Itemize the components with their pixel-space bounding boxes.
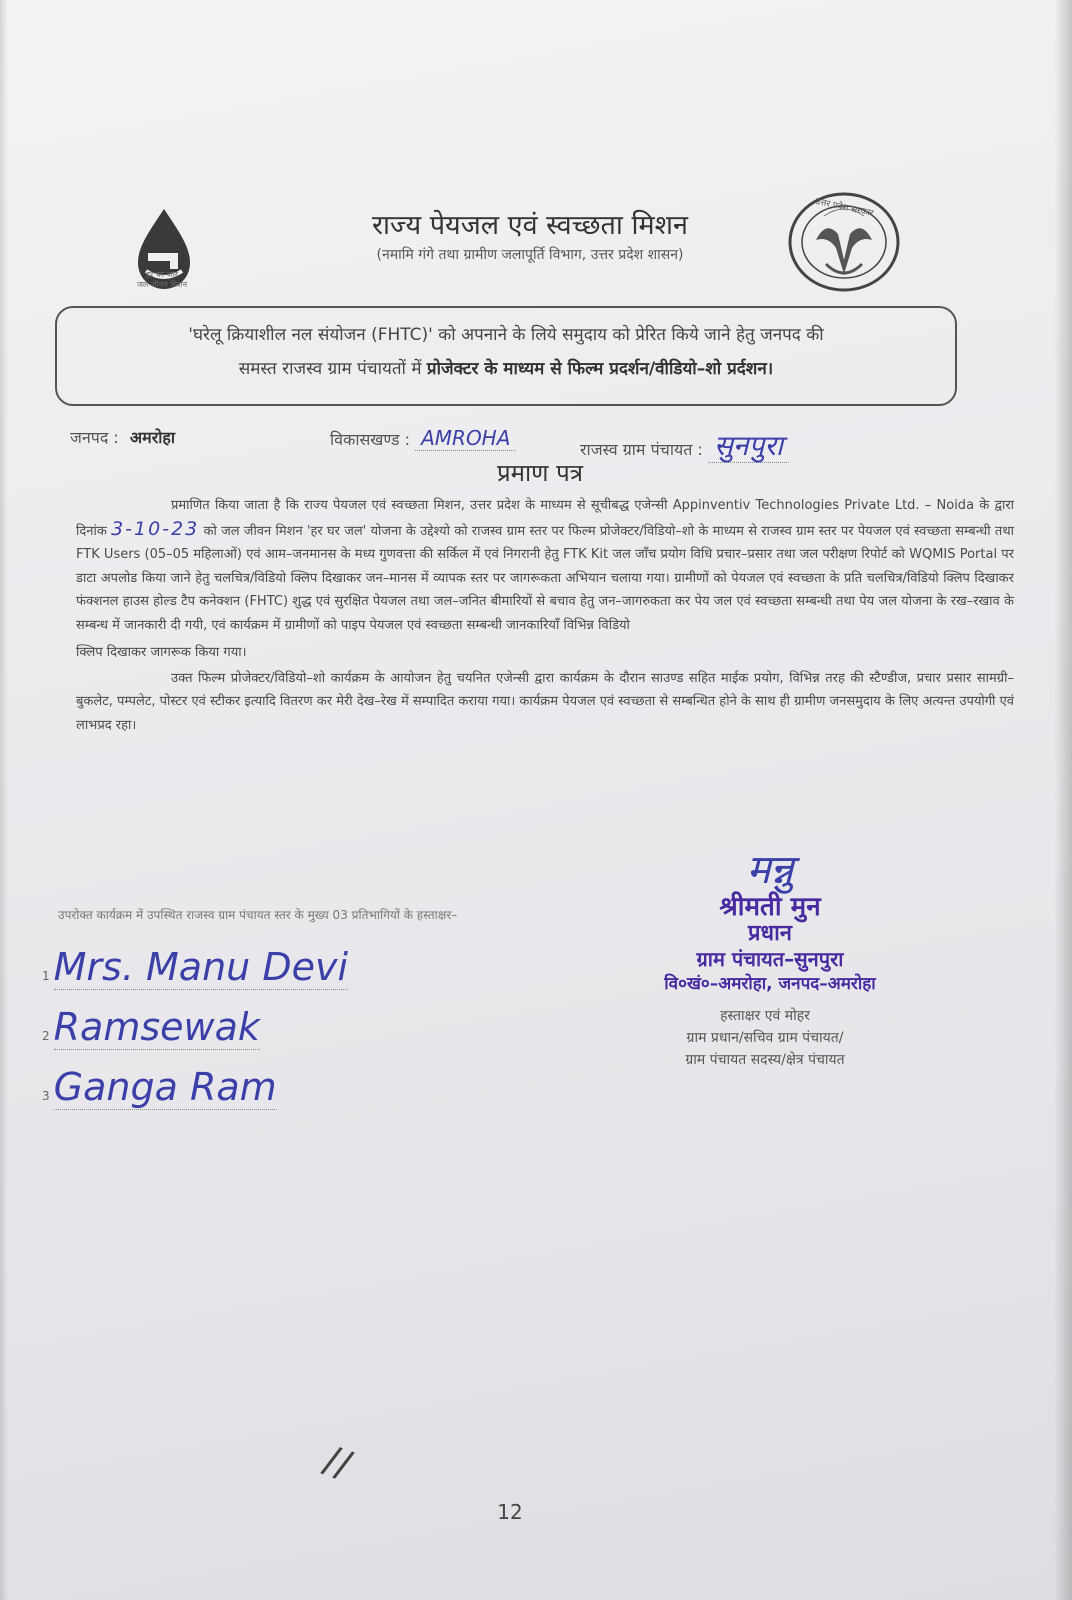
banner-line-2-bold: प्रोजेक्टर के माध्यम से फिल्म प्रदर्शन/वीडियो–शो प्रर्दशन। bbox=[426, 359, 774, 379]
page-number: 12 bbox=[497, 1500, 523, 1524]
signature-caption-line-2: ग्राम प्रधान/सचिव ग्राम पंचायत/ bbox=[686, 1030, 844, 1046]
seal-role: प्रधान bbox=[748, 921, 792, 946]
paper-edge-shadow-left bbox=[0, 0, 8, 1600]
pen-mark: // bbox=[318, 1436, 358, 1488]
program-banner bbox=[55, 306, 957, 406]
attendee-name: Ramsewak bbox=[53, 1005, 260, 1049]
pradhan-signature: मन्नु bbox=[746, 847, 794, 893]
district-label: जनपद : bbox=[70, 428, 119, 447]
attendee-number: 2 bbox=[42, 1029, 50, 1043]
body-paragraph-1-tail: क्लिप दिखाकर जागरूक किया गया। bbox=[76, 645, 247, 660]
certificate-body bbox=[76, 494, 1014, 737]
signature-caption-line-1: हस्ताक्षर एवं मोहर bbox=[720, 1008, 810, 1024]
body-paragraph-2: उक्त फिल्म प्रोजेक्टर/विडियो–शो कार्यक्रम के आयोजन हेतु चयनित एजेन्सी द्वारा कार्यक्रम के दौरान साउण्ड सहित माईक प्रयोग, विभिन्न तरह की स्टैण्डीज, प्रचार प्रसार सामग्री–बुकलेट, पम्पलेट, पोस्टर एवं स्टीकर इत्यादि वितरण कर मेरी देख–रेख में सम्पादित कराया गया। कार्यक्रम पेयजल एवं स्वच्छता से सम्बन्धित होने के साथ ही ग्रामीण जनसमुदाय के लिए अत्यन्त उपयोगी एवं लाभप्रद रहा। bbox=[76, 670, 1014, 733]
body-p1-before-date: प्रमाणित किया जाता है कि राज्य पेयजल एवं स्वच्छता मिशन, उत्तर प्रदेश के माध्यम से सूचीबद्ध एजेन्सी Appinventiv Technologies Private Ltd. – Noida के द्वारा दिनांक bbox=[76, 498, 1014, 539]
mission-subtitle: (नमामि गंगे तथा ग्रामीण जलापूर्ति विभाग, उत्तर प्रदेश शासन) bbox=[376, 247, 684, 263]
village-label: राजस्व ग्राम पंचायत : bbox=[580, 440, 703, 459]
banner-line-2 bbox=[83, 352, 929, 386]
block-field bbox=[330, 426, 516, 450]
seal-block-district: वि०खं०–अमरोहा, जनपद–अमरोहा bbox=[664, 974, 876, 994]
signature-caption-line-3: ग्राम पंचायत सदस्य/क्षेत्र पंचायत bbox=[685, 1052, 845, 1068]
district-field bbox=[70, 426, 175, 448]
attendee-signature-3 bbox=[42, 1065, 277, 1109]
block-value: AMROHA bbox=[415, 426, 516, 451]
body-paragraph-1 bbox=[76, 494, 1014, 637]
banner-line-1: 'घरेलू क्रियाशील नल संयोजन (FHTC)' को अपनाने के लिये समुदाय को प्रेरित किये जाने हेतु जनपद की bbox=[188, 325, 824, 345]
attendees-note: उपरोक्त कार्यक्रम में उपस्थित राजस्व ग्राम पंचायत स्तर के मुख्य 03 प्रतिभागियों के हस्ताक्षर– bbox=[58, 908, 458, 922]
seal-gram-panchayat: ग्राम पंचायत–सुनपुरा bbox=[696, 947, 844, 971]
certificate-title: प्रमाण पत्र bbox=[496, 459, 584, 487]
attendee-signature-2 bbox=[42, 1005, 260, 1049]
village-value: सुनपुरा bbox=[708, 429, 789, 463]
banner-line-2-prefix: समस्त राजस्व ग्राम पंचायतों में bbox=[238, 359, 427, 379]
pradhan-seal bbox=[620, 848, 920, 996]
attendee-name: Mrs. Manu Devi bbox=[53, 945, 349, 989]
attendee-number: 3 bbox=[42, 1089, 50, 1103]
program-date: 3-10-23 bbox=[111, 517, 200, 540]
seal-name: श्रीमती मुन bbox=[719, 892, 821, 922]
paper-edge-shadow-right bbox=[1054, 0, 1072, 1600]
logo-left-caption: हर घर जल जल जीवन मिशन bbox=[136, 270, 188, 289]
body-p1-after-date: को जल जीवन मिशन 'हर घर जल' योजना के उद्देश्यो को राजस्व ग्राम स्तर पर फिल्म प्रोजेक्टर/विडियो–शो के माध्यम से राजस्व ग्राम स्तर पर पेयजल एवं स्वच्छता सम्बन्धी तथा FTK Users (05–05 महिलाओं) एवं आम–जनमानस के मध्य गुणवत्ता की सर्किल में एवं निगरानी हेतु FTK Kit जल जाँच प्रयोग विधि प्रचार–प्रसार तथा जल परीक्षण रिपोर्ट को WQMIS Portal पर डाटा अपलोड किया जाने हेतु चलचित्र/विडियो क्लिप दिखाकर जन–मानस में व्यापक स्तर पर जागरूकता अभियान चलाया गया। ग्रामीणों को पेयजल एवं स्वच्छता के प्रति चलचित्र/विडियो क्लिप दिखाकर फंक्शनल हाउस होल्ड टैप कनेक्शन (FHTC) शुद्ध एवं सुरक्षित पेयजल तथा जल–जनित बीमारियों से बचाव हेतु जन–जागरुकता कर पेय जल एवं स्वच्छता सम्बन्धी तथा पेय जल योजना के रख–रखाव के सम्बन्ध में जानकारी दी गयी, एवं कार्यक्रम में ग्रामीणों को पाइप पेयजल एवं स्वच्छता सम्बन्धी जानकारियाँ विभिन्न विडियो bbox=[76, 523, 1014, 633]
jal-jeevan-mission-logo-icon bbox=[118, 205, 210, 305]
signature-caption bbox=[615, 1005, 915, 1071]
emblem-text: उत्तर प्रदेश सरकार bbox=[814, 196, 875, 220]
attendee-number: 1 bbox=[42, 969, 50, 983]
attendee-signature-1 bbox=[42, 945, 348, 989]
district-value: अमरोहा bbox=[129, 428, 176, 447]
attendee-name: Ganga Ram bbox=[53, 1065, 277, 1109]
block-label: विकासखण्ड : bbox=[330, 430, 411, 449]
mission-title: राज्य पेयजल एवं स्वच्छता मिशन bbox=[372, 210, 688, 241]
